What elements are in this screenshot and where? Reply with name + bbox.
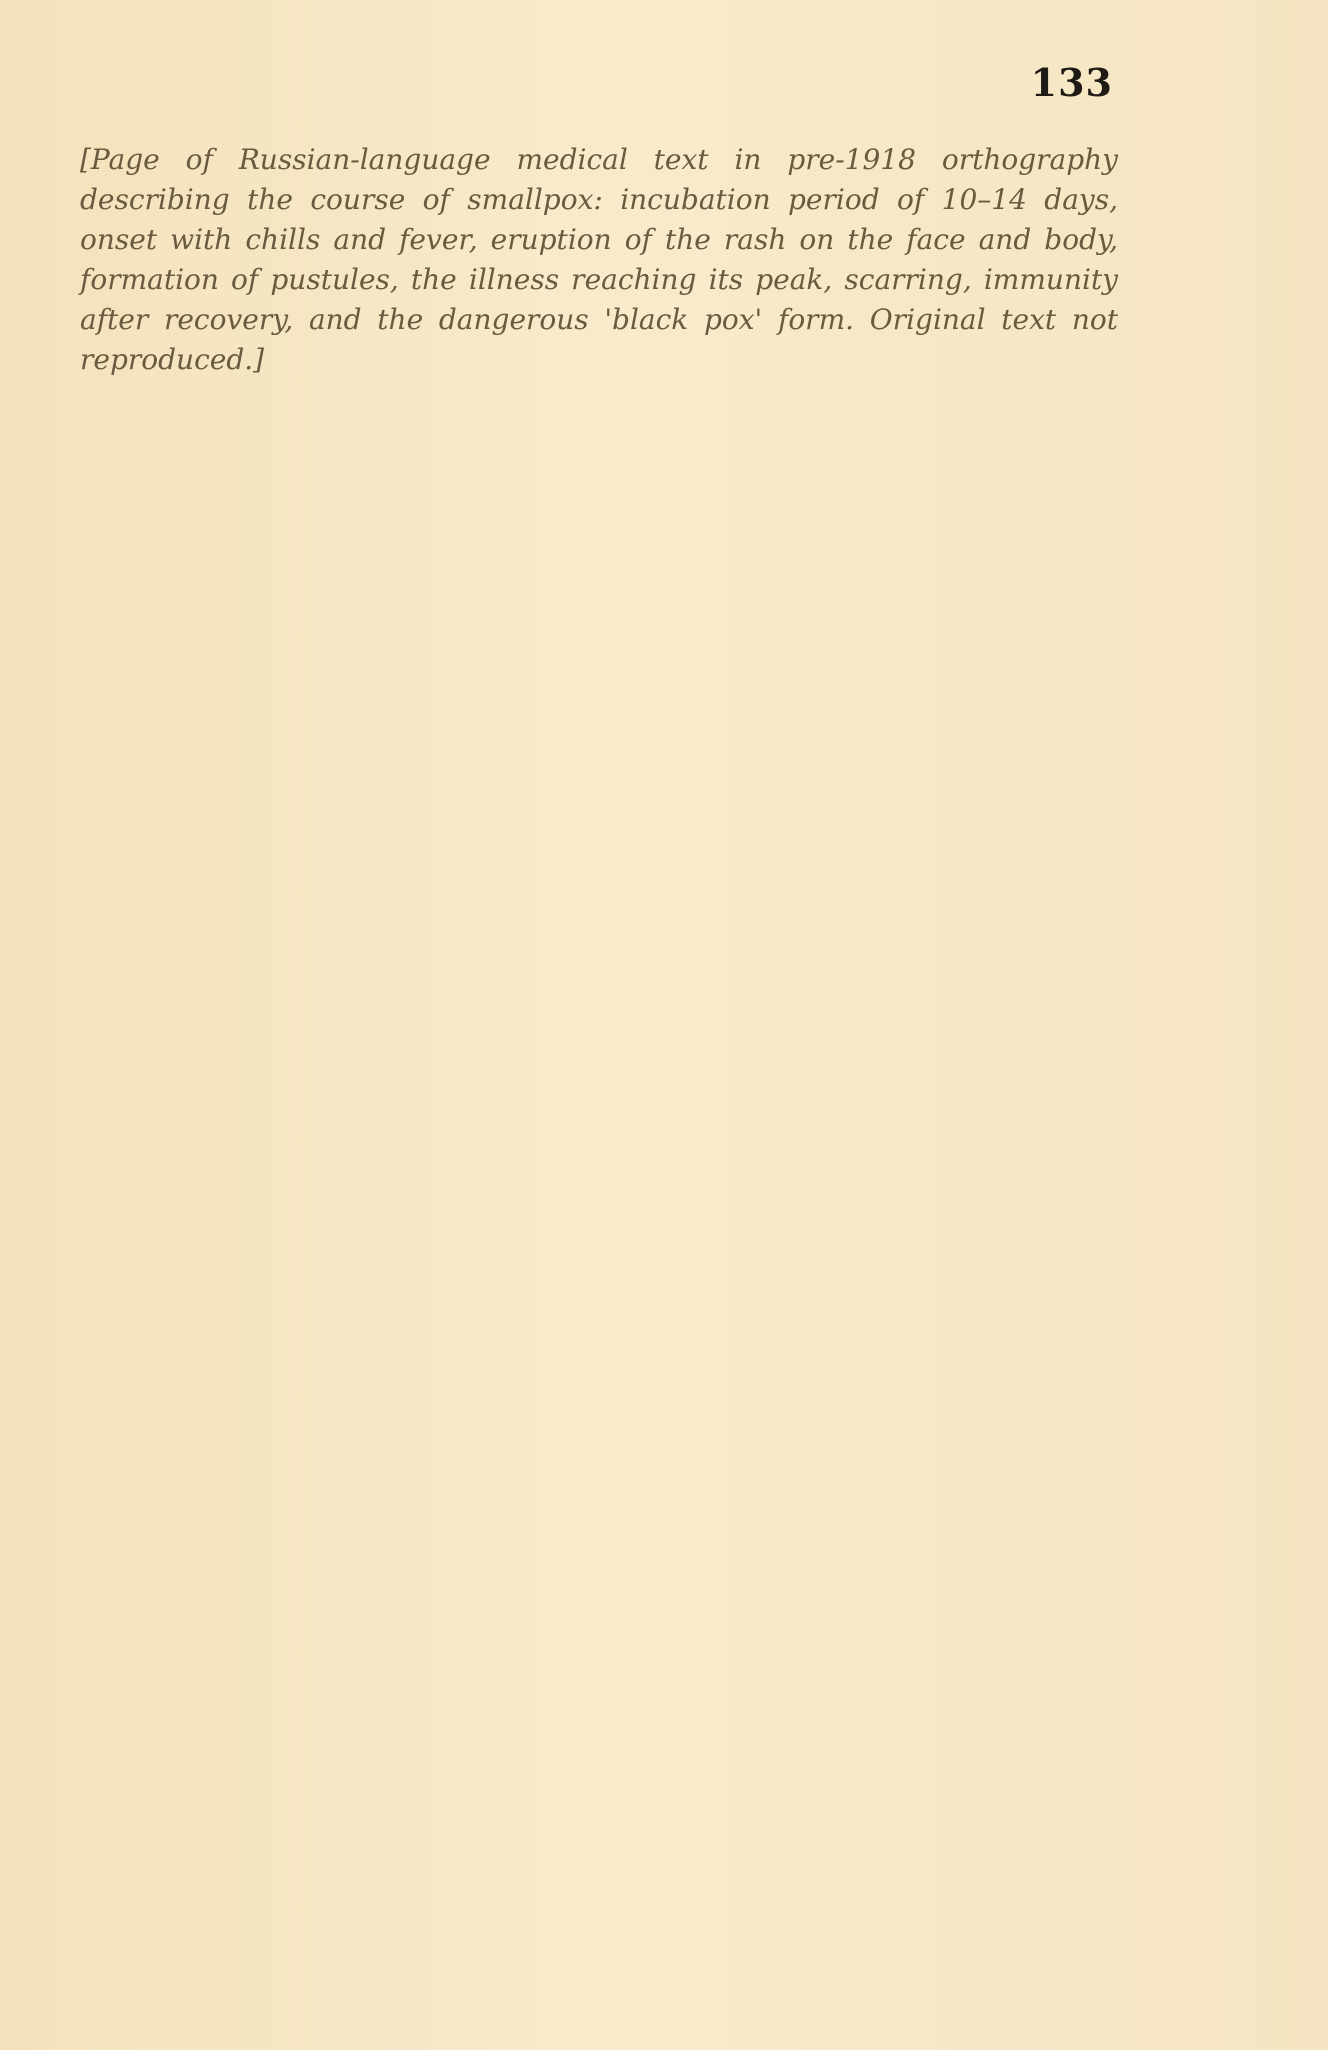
body-placeholder: [Page of Russian-language medical text in pre-1918 orthography describing the course of smallpox: incubation period of 10–14 days, onset with chills and fever, eruption of the rash on the face and body, formation of pustules, the illness reaching its peak, scarring, immunity after recovery, and the dangerous 'black pox' form. Original text not reproduced.]: [80, 143, 1118, 376]
body-text: [80, 140, 1118, 380]
page-number: 133: [1030, 60, 1113, 105]
